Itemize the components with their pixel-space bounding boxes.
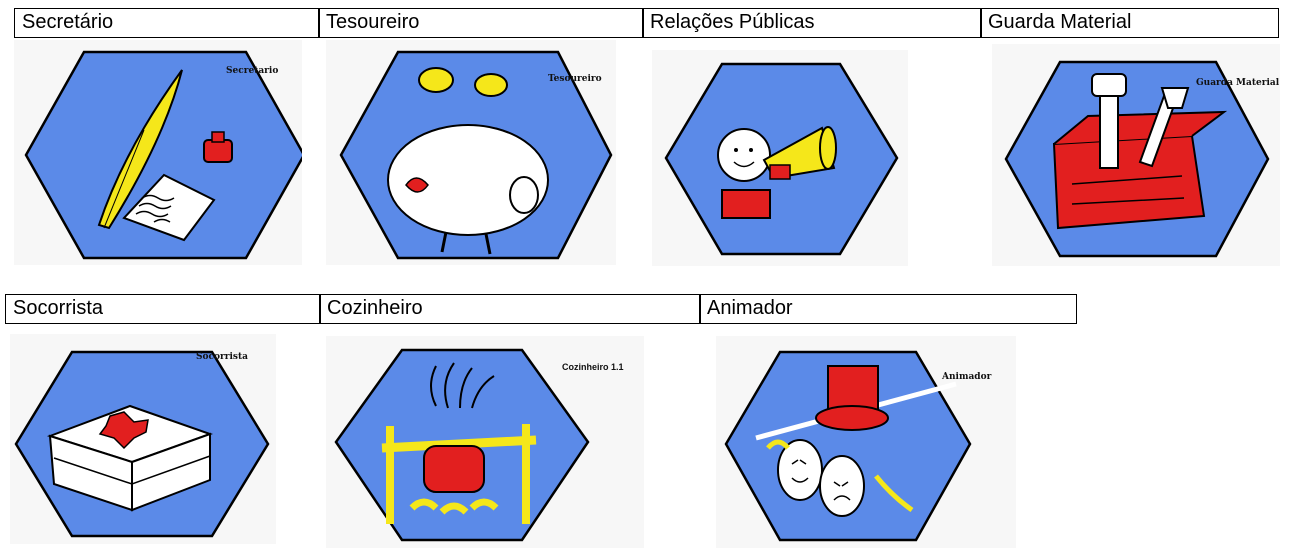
header-label: Socorrista [13, 297, 104, 319]
header-cozinheiro [319, 294, 701, 324]
badge-secretario [14, 40, 302, 265]
badge-label: Tesoureiro [548, 74, 602, 84]
badge-tesoureiro [326, 40, 616, 265]
badge-label: Socorrista [196, 352, 248, 362]
badge-label: Cozinheiro 1.1 [562, 362, 624, 372]
header-label: Guarda Material [988, 11, 1132, 33]
megaphone-person-icon [652, 50, 908, 266]
header-socorrista [5, 294, 321, 324]
header-label: Secretário [22, 11, 114, 33]
badge-socorrista [10, 334, 276, 544]
header-label: Animador [707, 297, 793, 319]
badge-label: Secretario [226, 66, 279, 76]
badge-label: Animador [942, 372, 992, 382]
header-guarda-material [980, 8, 1279, 38]
header-label: Cozinheiro [327, 297, 423, 319]
header-relacoes-publicas [642, 8, 982, 38]
header-tesoureiro [318, 8, 644, 38]
theatre-masks-hat-icon [716, 336, 1016, 548]
badge-relacoes-publicas [652, 50, 908, 266]
badge-label: Guarda Material [1196, 78, 1280, 88]
header-label: Relações Públicas [650, 11, 815, 33]
badge-guarda-material [992, 44, 1280, 266]
badge-animador [716, 336, 1016, 548]
badge-cozinheiro [326, 336, 644, 548]
header-label: Tesoureiro [326, 11, 420, 33]
header-secretario [14, 8, 320, 38]
first-aid-kit-icon [10, 334, 276, 544]
header-animador [699, 294, 1077, 324]
